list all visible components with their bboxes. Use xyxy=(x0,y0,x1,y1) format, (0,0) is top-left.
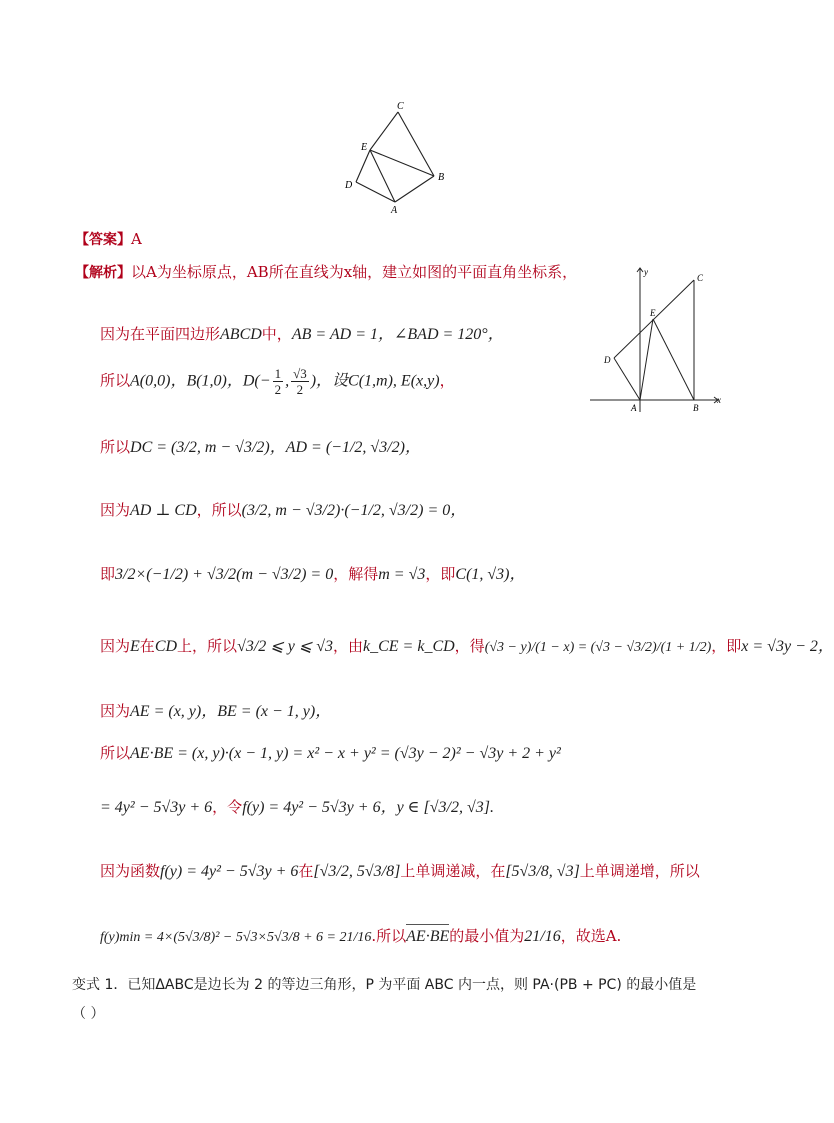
label-y: y xyxy=(644,267,648,277)
answer-line xyxy=(75,228,142,251)
step-7-vectors: AE = (x, y)，BE = (x − 1, y)， xyxy=(130,703,332,720)
step-5-c: C(1, √3)， xyxy=(455,566,526,583)
segment-ea xyxy=(370,150,395,202)
step-1 xyxy=(100,323,504,346)
step-1-pre: 因为在平面四边形 xyxy=(100,325,221,343)
answer-value: A xyxy=(131,230,142,248)
step-2-vars: C(1,m), E(x,y) xyxy=(348,372,440,390)
label-e: E xyxy=(650,308,656,318)
step-10-interval-dec: [√3/2, 5√3/8] xyxy=(313,863,401,880)
analysis-tag: 【解析】 xyxy=(75,265,131,281)
step-9-expr: = 4y² − 5√3y + 6 xyxy=(100,799,213,816)
step-5: 即3/2×(−1/2) + √3/2(m − √3/2) = 0，解得m = √3，即C(1, √3)， xyxy=(100,565,526,583)
step-6-fraction: (√3 − y)/(1 − x) = (√3 − √3/2)/(1 + 1/2) xyxy=(484,640,712,655)
segment-da xyxy=(356,182,395,202)
label-a: A xyxy=(631,403,637,413)
step-6: 因为E在CD上，所以√3/2 ⩽ y ⩽ √3，由k_CE = k_CD，得(√3 − y)/(1 − x) = (√3 − √3/2)/(1 + 1/2)，即x = √3y − 2， xyxy=(100,637,834,655)
segment-eb xyxy=(370,150,434,176)
segment-cd xyxy=(614,280,694,358)
analysis-intro-text: 以A为坐标原点，AB所在直线为x轴，建立如图的平面直角坐标系， xyxy=(131,263,578,281)
step-2-pre: 所以 xyxy=(100,371,131,390)
step-10-interval-inc: [5√3/8, √3] xyxy=(505,863,580,880)
step-9: = 4y² − 5√3y + 6，令f(y) = 4y² − 5√3y + 6，y ∈ [√3/2, √3]. xyxy=(100,798,494,816)
step-11-min: f(y)min = 4×(5√3/8)² − 5√3×5√3/8 + 6 = 21/16 xyxy=(100,930,372,945)
variant-blank xyxy=(72,1003,104,1025)
coordinate-figure xyxy=(590,262,725,417)
step-6-result: x = √3y − 2， xyxy=(741,638,834,655)
step-6-slope: k_CE = k_CD xyxy=(363,638,455,655)
label-b: B xyxy=(693,403,699,413)
variant-question xyxy=(72,974,696,996)
step-10-function: f(y) = 4y² − 5√3y + 6 xyxy=(160,863,299,880)
segment-cb xyxy=(398,112,434,176)
label-e: E xyxy=(361,142,368,153)
step-5-equation: 3/2×(−1/2) + √3/2(m − √3/2) = 0 xyxy=(115,566,334,583)
variant-line-2: （ ） xyxy=(72,1006,105,1022)
step-7: 因为AE = (x, y)，BE = (x − 1, y)， xyxy=(100,702,332,720)
step-2-points: A(0,0)，B(1,0)，D(− xyxy=(130,372,271,390)
segment-be xyxy=(653,319,694,400)
step-3-vectors: DC = (3/2, m − √3/2)，AD = (−1/2, √3/2)， xyxy=(130,439,421,456)
segment-ce xyxy=(370,112,398,150)
quadrilateral-figure xyxy=(340,98,450,218)
step-2-let: )，设 xyxy=(310,372,349,390)
step-9-function: f(y) = 4y² − 5√3y + 6，y ∈ [√3/2, √3]. xyxy=(242,799,494,816)
label-x: x xyxy=(717,395,721,405)
step-1-quad: ABCD xyxy=(220,326,262,343)
step-3: 所以DC = (3/2, m − √3/2)，AD = (−1/2, √3/2)， xyxy=(100,438,421,456)
step-2: 所以A(0,0)，B(1,0)，D(− $\frac{1}{2}$ , $\frac{√3}{2}$ )，设C(1,m), E(x,y)， xyxy=(100,366,455,397)
label-c: C xyxy=(697,273,704,283)
step-1-math: AB = AD = 1，∠BAD = 120°， xyxy=(291,326,504,343)
variant-line-1: 变式 1．已知ΔABC是边长为 2 的等边三角形，P 为平面 ABC 内一点，则 PA·(PB + PC) 的最小值是 xyxy=(72,977,697,993)
step-1-mid: 中， xyxy=(261,325,292,343)
label-d: D xyxy=(604,355,611,365)
analysis-intro xyxy=(75,261,577,284)
step-4: 因为AD ⊥ CD，所以(3/2, m − √3/2)·(−1/2, √3/2) = 0， xyxy=(100,501,467,519)
step-4-perp: AD ⊥ CD xyxy=(130,502,197,519)
step-11: f(y)min = 4×(5√3/8)² − 5√3×5√3/8 + 6 = 21/16.所以AE·BE的最小值为21/16，故选A. xyxy=(100,925,621,949)
step-8-dot-product: AE·BE = (x, y)·(x − 1, y) = x² − x + y² = (√3y − 2)² − √3y + 2 + y² xyxy=(130,745,561,762)
step-8: 所以AE·BE = (x, y)·(x − 1, y) = x² − x + y² = (√3y − 2)² − √3y + 2 + y² xyxy=(100,744,561,762)
step-5-m: m = √3 xyxy=(378,566,426,583)
answer-tag: 【答案】 xyxy=(75,232,131,248)
label-b: B xyxy=(438,172,445,183)
label-c: C xyxy=(397,101,404,112)
step-4-dot: (3/2, m − √3/2)·(−1/2, √3/2) = 0， xyxy=(241,502,467,519)
step-11-vectors: AE·BE xyxy=(406,926,449,948)
fraction-half: $\frac{1}{2}$ xyxy=(274,366,282,397)
segment-ab xyxy=(395,176,434,202)
segment-da xyxy=(614,358,640,400)
segment-ed xyxy=(356,150,370,182)
fraction-root3-half: $\frac{√3}{2}$ xyxy=(293,366,307,397)
step-6-range: √3/2 ⩽ y ⩽ √3 xyxy=(237,638,333,655)
step-11-value: 21/16 xyxy=(524,928,561,945)
label-d: D xyxy=(345,180,353,191)
step-10: 因为函数f(y) = 4y² − 5√3y + 6在[√3/2, 5√3/8]上单调递减，在[5√3/8, √3]上单调递增，所以 xyxy=(100,862,700,880)
label-a: A xyxy=(391,205,398,216)
